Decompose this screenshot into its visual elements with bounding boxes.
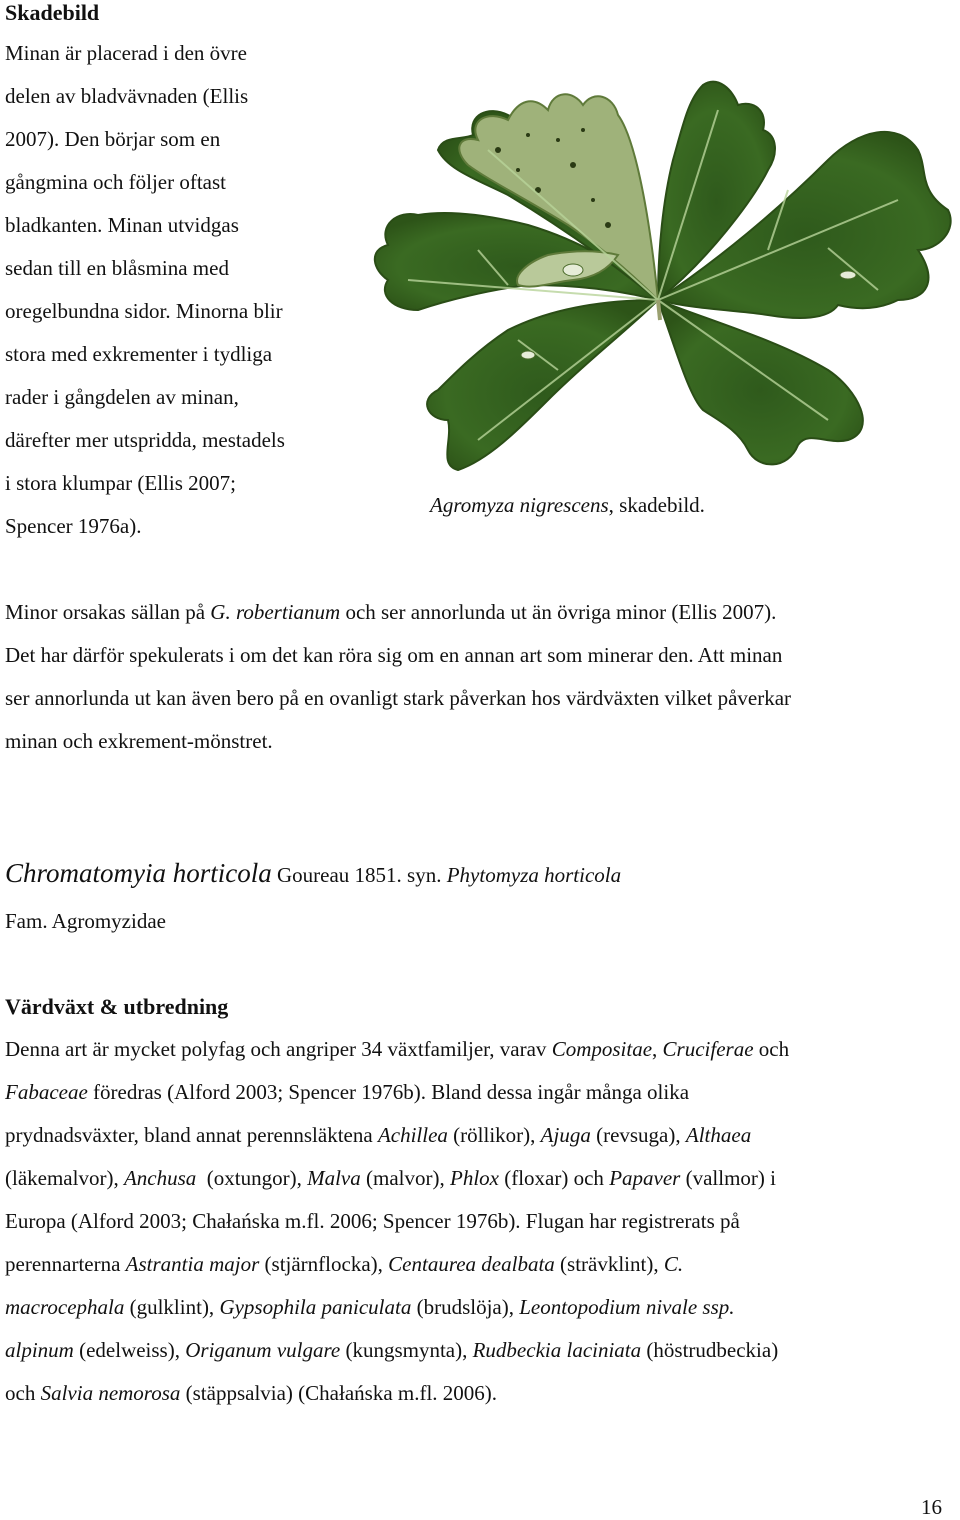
text-line: därefter mer utspridda, mestadels — [5, 428, 285, 452]
robertianum-paragraph — [5, 591, 791, 763]
text-line: Denna art är mycket polyfag och angriper 34 växtfamiljer, varav Compositae, Cruciferae och — [5, 1037, 790, 1061]
text-line: prydnadsväxter, bland annat perennsläktena Achillea (röllikor), Ajuga (revsuga), Althaea — [5, 1123, 752, 1147]
text-line: stora med exkrementer i tydliga — [5, 342, 273, 366]
leaf-mine-photo — [358, 0, 958, 500]
text-line: perennarterna Astrantia major (stjärnflocka), Centaurea dealbata (strävklint), C. — [5, 1252, 684, 1276]
caption-species: Agromyza nigrescens — [430, 493, 609, 517]
text-line: alpinum (edelweiss), Origanum vulgare (kungsmynta), Rudbeckia laciniata (höstrudbeckia) — [5, 1338, 779, 1362]
text-line: gångmina och följer oftast — [5, 170, 227, 194]
skadebild-paragraph — [5, 32, 350, 548]
figure-caption — [430, 490, 705, 520]
text-line: och Salvia nemorosa (stäppsalvia) (Chałańska m.fl. 2006). — [5, 1381, 498, 1405]
text-line: ser annorlunda ut kan även bero på en ovanligt stark påverkan hos värdväxten vilket påverkar — [5, 686, 792, 710]
text-line: (läkemalvor), Anchusa (oxtungor), Malva (malvor), Phlox (floxar) och Papaver (vallmor) i — [5, 1166, 776, 1190]
text-line: Det har därför spekulerats i om det kan röra sig om en annan art som minerar den. Att minan — [5, 643, 783, 667]
text-line: minan och exkrement-mönstret. — [5, 729, 273, 753]
text-line: Spencer 1976a). — [5, 514, 142, 538]
family-label: Fam. Agromyzidae — [5, 909, 166, 933]
text-line: 2007). Den börjar som en — [5, 127, 221, 151]
section-heading-vardvaxt: Värdväxt & utbredning — [5, 994, 229, 1019]
text-line — [5, 591, 791, 634]
text-line: rader i gångdelen av minan, — [5, 385, 239, 409]
caption-text: , skadebild. — [608, 493, 705, 517]
species-name: G. robertianum — [210, 600, 341, 624]
text-line: Europa (Alford 2003; Chałańska m.fl. 2006; Spencer 1976b). Flugan har registrerats på — [5, 1209, 740, 1233]
text-line: bladkanten. Minan utvidgas — [5, 213, 239, 237]
leaf-illustration — [358, 0, 958, 500]
text-line: Minan är placerad i den övre — [5, 41, 247, 65]
species-author: Goureau 1851. syn. — [271, 863, 447, 887]
text-line: sedan till en blåsmina med — [5, 256, 229, 280]
species-title — [5, 855, 621, 893]
text-line: Fabaceae föredras (Alford 2003; Spencer 1976b). Bland dessa ingår många olika — [5, 1080, 690, 1104]
text-segment: och ser annorlunda ut än övriga minor (Ellis 2007). — [340, 600, 777, 624]
section-heading-skadebild: Skadebild — [5, 0, 100, 25]
text-segment: Minor orsakas sällan på — [5, 600, 211, 624]
vardvaxt-paragraph — [5, 1028, 789, 1415]
species-synonym: Phytomyza horticola — [446, 863, 622, 887]
species-name: Chromatomyia horticola — [5, 858, 272, 888]
text-line: macrocephala (gulklint), Gypsophila paniculata (brudslöja), Leontopodium nivale ssp. — [5, 1295, 735, 1319]
text-line: i stora klumpar (Ellis 2007; — [5, 471, 236, 495]
page-number: 16 — [921, 1495, 942, 1519]
text-line: delen av bladvävnaden (Ellis — [5, 84, 249, 108]
text-line: oregelbundna sidor. Minorna blir — [5, 299, 283, 323]
